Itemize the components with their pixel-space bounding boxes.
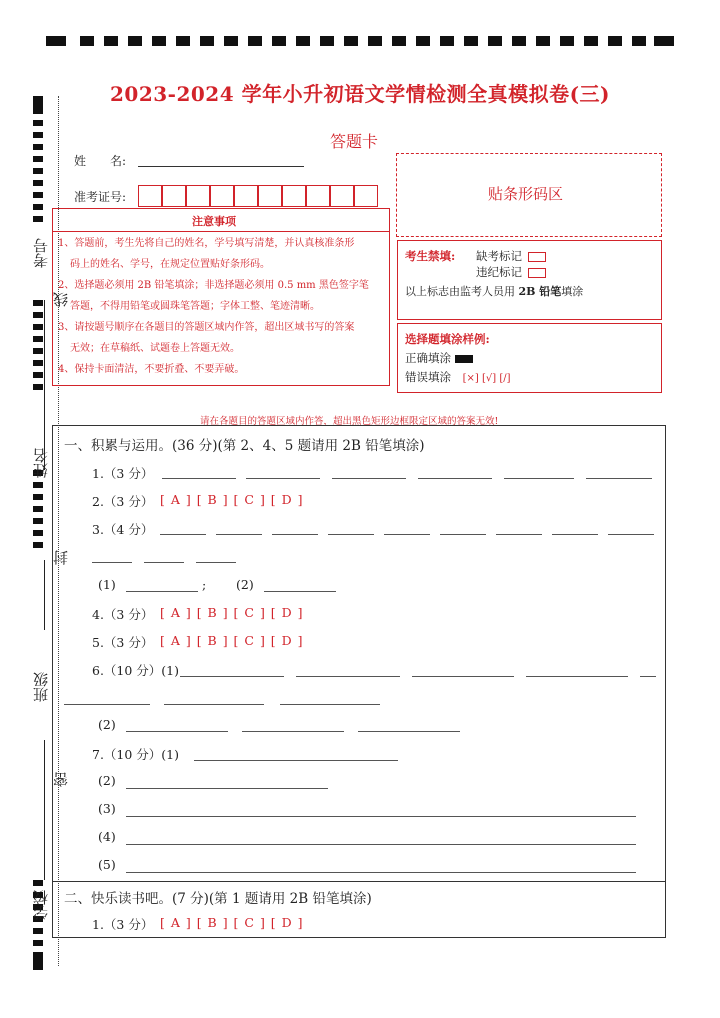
q6-blank-5[interactable] [640,676,656,677]
name-field[interactable] [138,166,304,167]
q6-sub2-blank-3[interactable] [358,731,460,732]
q1-blank-1[interactable] [162,478,236,479]
q6-blank-1[interactable] [180,676,284,677]
violation-mark-label [476,264,546,280]
absent-mark-label [476,248,546,264]
page-title: 2023-2024 学年小升初语文学情检测全真模拟卷(三) [109,82,611,106]
q7-sub5-label: (5) [98,857,116,872]
sample-wrong-marks: [×] [√] [/] [462,373,511,384]
q3-blank-7[interactable] [496,534,542,535]
q3-separator: ; [202,577,207,592]
q6-blank-4[interactable] [526,676,628,677]
q3-sub1-blank[interactable] [126,591,198,592]
q6-blank-2[interactable] [296,676,400,677]
q3-sub1-label: (1) [98,577,116,592]
side-label-seat: 考号 [32,238,50,268]
s2-q1-label: 1.（3 分） [92,917,154,932]
notice-line-2: 码上的姓名、学号，在规定位置贴好条形码。 [70,259,270,270]
sample-wrong-label: 错误填涂 [405,370,451,384]
sample-heading: 选择题填涂样例: [405,332,490,346]
q2-choices[interactable]: [ A ] [ B ] [ C ] [ D ] [160,492,304,507]
q3-blank-6[interactable] [440,534,486,535]
q6-blank-3[interactable] [412,676,514,677]
section1-heading: 一、积累与运用。(36 分)(第 2、4、5 题请用 2B 铅笔填涂) [64,438,425,454]
side-line-3 [44,740,45,880]
q1-blank-6[interactable] [586,478,652,479]
side-line-2 [44,560,45,630]
area-warning: 请在各题目的答题区域内作答，超出黑色矩形边框限定区域的答案无效! [200,416,499,427]
q3-blank-4[interactable] [328,534,374,535]
card-title: 答题卡 [330,132,379,151]
side-label-school: 学校 [32,890,50,920]
q7-sub4-blank[interactable] [126,844,636,845]
q6-blank-6[interactable] [64,704,150,705]
side-label-class: 班级 [32,672,50,702]
section2-heading: 二、快乐读书吧。(7 分)(第 1 题请用 2B 铅笔填涂) [64,891,372,907]
sample-correct [405,350,473,366]
q5-choices[interactable]: [ A ] [ B ] [ C ] [ D ] [160,633,304,648]
q1-blank-3[interactable] [332,478,406,479]
q3-blank-5[interactable] [384,534,430,535]
notice-line-5: 3、请按题号顺序在各题目的答题区域内作答，超出区域书写的答案 [58,322,355,333]
top-timing-marks [46,36,674,46]
side-label-secret: 密 [52,772,70,787]
violation-mark-box[interactable] [528,268,546,278]
q7-blank-1[interactable] [194,760,398,761]
q3-blank-11[interactable] [144,562,184,563]
q7-sub2-label: (2) [98,773,116,788]
q4-label: 4.（3 分） [92,607,154,622]
q1-blank-5[interactable] [504,478,574,479]
q7-sub2-blank[interactable] [126,788,328,789]
q3-blank-9[interactable] [608,534,654,535]
q1-label: 1.（3 分） [92,466,154,481]
notice-line-7: 4、保持卡面清洁，不要折叠、不要弄破。 [58,364,245,375]
q3-blank-2[interactable] [216,534,262,535]
sample-wrong [405,369,511,385]
notice-line-4: 答题，不得用铅笔或圆珠笔答题；字体工整、笔迹清晰。 [70,301,320,312]
q2-label: 2.（3 分） [92,494,154,509]
exam-number-label: 准考证号: [74,190,127,204]
q1-blank-2[interactable] [246,478,320,479]
absent-mark-box[interactable] [528,252,546,262]
q4-choices[interactable]: [ A ] [ B ] [ C ] [ D ] [160,605,304,620]
q7-sub3-label: (3) [98,801,116,816]
forbidden-note-prefix: 以上标志由监考人员用 [405,285,515,298]
q3-sub2-label: (2) [236,577,254,592]
forbidden-note-bold: 2B 铅笔 [518,285,562,298]
q5-label: 5.（3 分） [92,635,154,650]
notice-heading: 注意事项 [192,215,236,228]
forbidden-label: 考生禁填: [405,249,456,263]
q3-blank-3[interactable] [272,534,318,535]
side-line-1 [44,300,45,470]
q6-sub2-blank-1[interactable] [126,731,228,732]
s2-q1-choices[interactable]: [ A ] [ B ] [ C ] [ D ] [160,915,304,930]
q3-blank-12[interactable] [196,562,236,563]
notice-line-1: 1、答题前，考生先将自己的姓名，学号填写清楚，并认真核准条形 [58,238,355,249]
forbidden-note-suffix: 填涂 [561,285,584,298]
forbidden-note [405,283,583,299]
q6-blank-7[interactable] [164,704,264,705]
violation-label: 违纪标记 [476,265,522,279]
name-label: 姓 名: [74,154,127,168]
q3-blank-10[interactable] [92,562,132,563]
notice-line-6: 无效；在草稿纸、试题卷上答题无效。 [70,343,240,354]
side-label-name: 姓名 [32,448,50,478]
filled-mark-icon [455,355,473,363]
q3-blank-1[interactable] [160,534,206,535]
q7-sub3-blank[interactable] [126,816,636,817]
barcode-area-label: 贴条形码区 [488,185,564,203]
q3-blank-8[interactable] [552,534,598,535]
q7-sub5-blank[interactable] [126,872,636,873]
side-label-seal: 封 [52,550,70,565]
q3-sub2-blank[interactable] [264,591,336,592]
absent-label: 缺考标记 [476,249,522,263]
q6-sub2-blank-2[interactable] [242,731,344,732]
q7-label: 7.（10 分）(1) [92,747,180,762]
q1-blank-4[interactable] [418,478,492,479]
q6-label: 6.（10 分）(1) [92,663,180,678]
q6-sub2-label: (2) [98,717,116,732]
notice-line-3: 2、选择题必须用 2B 铅笔填涂；非选择题必须用 0.5 mm 黑色签字笔 [58,280,369,291]
q7-sub4-label: (4) [98,829,116,844]
side-label-line: 线 [52,292,70,307]
sample-correct-label: 正确填涂 [405,351,451,365]
q3-label: 3.（4 分） [92,522,154,537]
q6-blank-8[interactable] [280,704,380,705]
